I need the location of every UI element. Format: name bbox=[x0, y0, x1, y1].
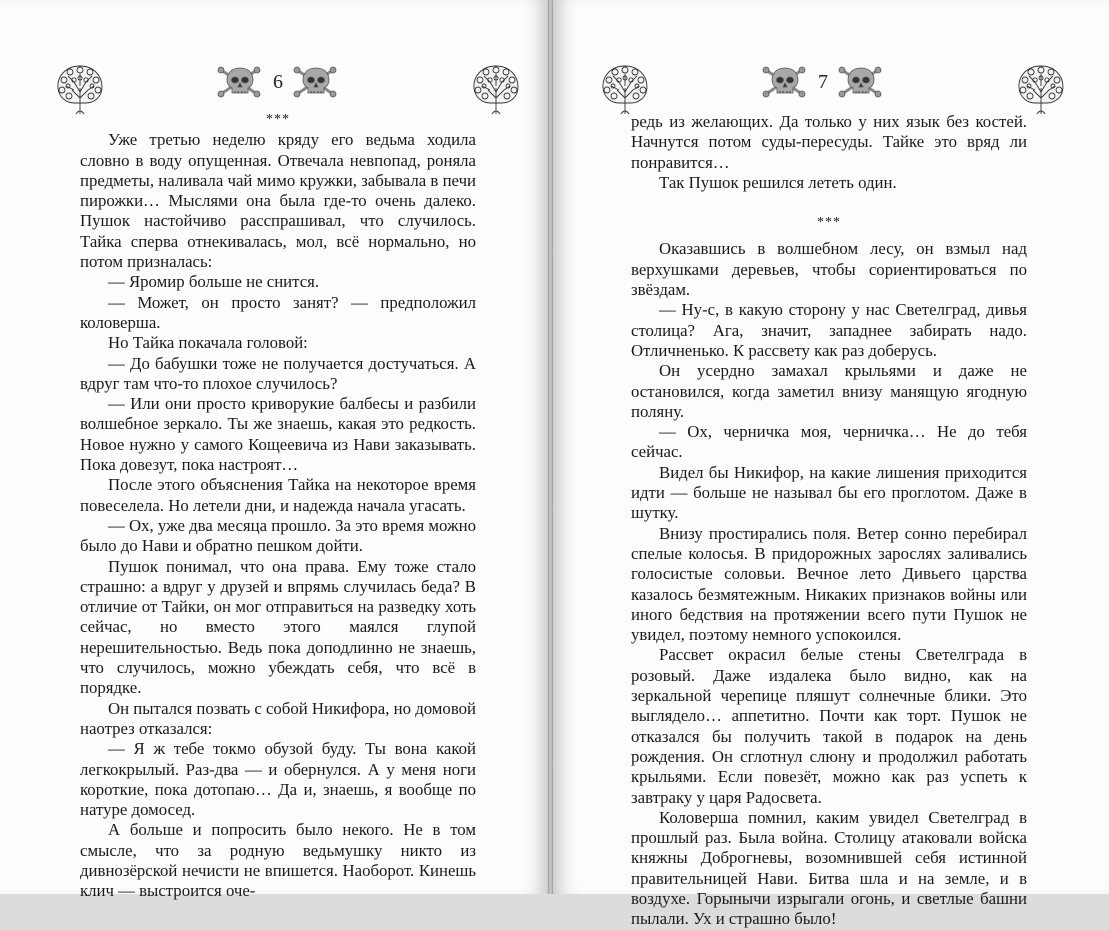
tree-ornament-icon bbox=[1013, 58, 1069, 118]
page-number: 7 bbox=[818, 71, 828, 93]
paragraph: — До бабушки тоже не получается достучаться. А вдруг там что-то плохое случилось? bbox=[80, 353, 476, 393]
paragraph: Коловерша помнил, каким увидел Светелград в прошлый раз. Была война. Столицу атаковали войска княжны Доброгневы, возомнившей себя истинной правительницей Нави. Битва шла и на земле, и в воздухе. Горынычи изрыгали огонь, и светлые башни пылали. Ух и страшно было! bbox=[631, 807, 1027, 929]
paragraph: — Яромир больше не снится. bbox=[108, 272, 320, 292]
paragraph: — Ну-с, в какую сторону у нас Светелград, дивья столица? Ага, значит, западнее забирать надо. Отличненько. К рассвету как раз доберусь. bbox=[631, 300, 1027, 360]
paragraph: Видел бы Никифор, на какие лишения приходится идти — больше не называл бы его проглотом. Даже в шутку. bbox=[631, 462, 1027, 523]
section-break: *** bbox=[266, 112, 290, 127]
paragraph: Внизу простирались поля. Ветер сонно перебирал спелые колосья. В придорожных зарослях заливались голосистые соловьи. Вечное лето Дивьего царства казалось безмятежным. Никаких признаков войны или иного бедствия на протяжении всего пути Пушок не увидел, поэтому немного успокоился. bbox=[631, 523, 1027, 645]
skull-crossbones-icon bbox=[217, 64, 263, 100]
tree-ornament-icon bbox=[52, 58, 108, 118]
paragraph: Уже третью неделю кряду его ведьма ходила словно в воду опущенная. Отвечала невпопад, роняла предметы, наливала чай мимо кружки, забывала в печи пирожки… Мыслями она была где-то очень далеко. Пушок настойчиво расспрашивал, что случилось. Тайка сперва отнекивалась, мол, всё нормально, но потом призналась: bbox=[80, 130, 476, 272]
left-page-text bbox=[80, 110, 476, 902]
skull-crossbones-icon bbox=[762, 64, 808, 100]
tree-ornament-icon bbox=[597, 58, 653, 118]
paragraph: — Или они просто криворукие балбесы и разбили волшебное зеркало. Ты же знаешь, какая это редкость. Новое нужно у самого Кощеевича из Нави заказывать. Пока довезут, пока настроят… bbox=[80, 394, 476, 475]
paragraph: Но Тайка покачала головой: bbox=[108, 333, 308, 353]
section-break: *** bbox=[817, 215, 841, 231]
right-page bbox=[553, 0, 1109, 929]
tree-ornament-icon bbox=[468, 58, 524, 118]
right-page-text bbox=[631, 112, 1027, 930]
paragraph: А больше и попросить было некого. Не в том смысле, что за родную ведьмушку никто из дивнозёрской нечисти не впишется. Наоборот. Кинешь клич — выстроится оче- bbox=[80, 820, 476, 901]
skull-crossbones-icon bbox=[293, 64, 339, 100]
skull-crossbones-icon bbox=[838, 64, 884, 100]
paragraph: После этого объяснения Тайка на некоторое время повеселела. Но летели дни, и надежда начала угасать. bbox=[80, 475, 476, 515]
paragraph: Он усердно замахал крыльями и даже не остановился, когда заметил внизу манящую ягодную поляну. bbox=[631, 361, 1027, 421]
paragraph: Пушок понимал, что она права. Ему тоже стало страшно: а вдруг у друзей и впрямь случилась беда? В отличие от Тайки, он мог отправиться на разведку хоть сейчас, но вместо этого маялся глупой нерешительностью. Ведь пока доподлинно не знаешь, что случилось, можно убеждать себя, что всё в порядке. bbox=[80, 556, 476, 698]
paragraph: Так Пушок решился лететь один. bbox=[659, 172, 897, 192]
paragraph: — Ох, черничка моя, черничка… Не до тебя сейчас. bbox=[631, 422, 1027, 462]
paragraph: — Ох, уже два месяца прошло. За это время можно было до Нави и обратно пешком дойти. bbox=[80, 515, 476, 556]
paragraph: Рассвет окрасил белые стены Светелграда в розовый. Даже издалека было видно, как на зеркальной черепице пляшут солнечные блики. Это выглядело… аппетитно. Почти как торт. Пушок не отказался бы получить такой в подарок на день рождения. Он сглотнул слюну и продолжил работать крыльями. Если повезёт, можно как раз успеть к завтраку у царя Радосвета. bbox=[631, 645, 1027, 807]
paragraph: — Я ж тебе токмо обузой буду. Ты вона какой легкокрылый. Раз-два — и обернулся. А у меня ноги короткие, пока дотопаю… Да и, знаешь, я вообще по натуре домосед. bbox=[80, 739, 476, 820]
spacer bbox=[631, 193, 1027, 213]
paragraph: Он пытался позвать с собой Никифора, но домовой наотрез отказался: bbox=[80, 698, 476, 738]
paragraph: — Может, он просто занят? — предположил коловерша. bbox=[80, 292, 476, 332]
page-number: 6 bbox=[273, 71, 283, 93]
page-header bbox=[763, 62, 883, 102]
left-page bbox=[0, 0, 548, 901]
paragraph: редь из желающих. Да только у них язык без костей. Начнутся потом суды-пересуды. Тайке это вряд ли понравится… bbox=[631, 112, 1027, 172]
paragraph: Оказавшись в волшебном лесу, он взмыл над верхушками деревьев, чтобы сориентироваться по звёздам. bbox=[631, 239, 1027, 300]
page-header bbox=[218, 62, 338, 102]
